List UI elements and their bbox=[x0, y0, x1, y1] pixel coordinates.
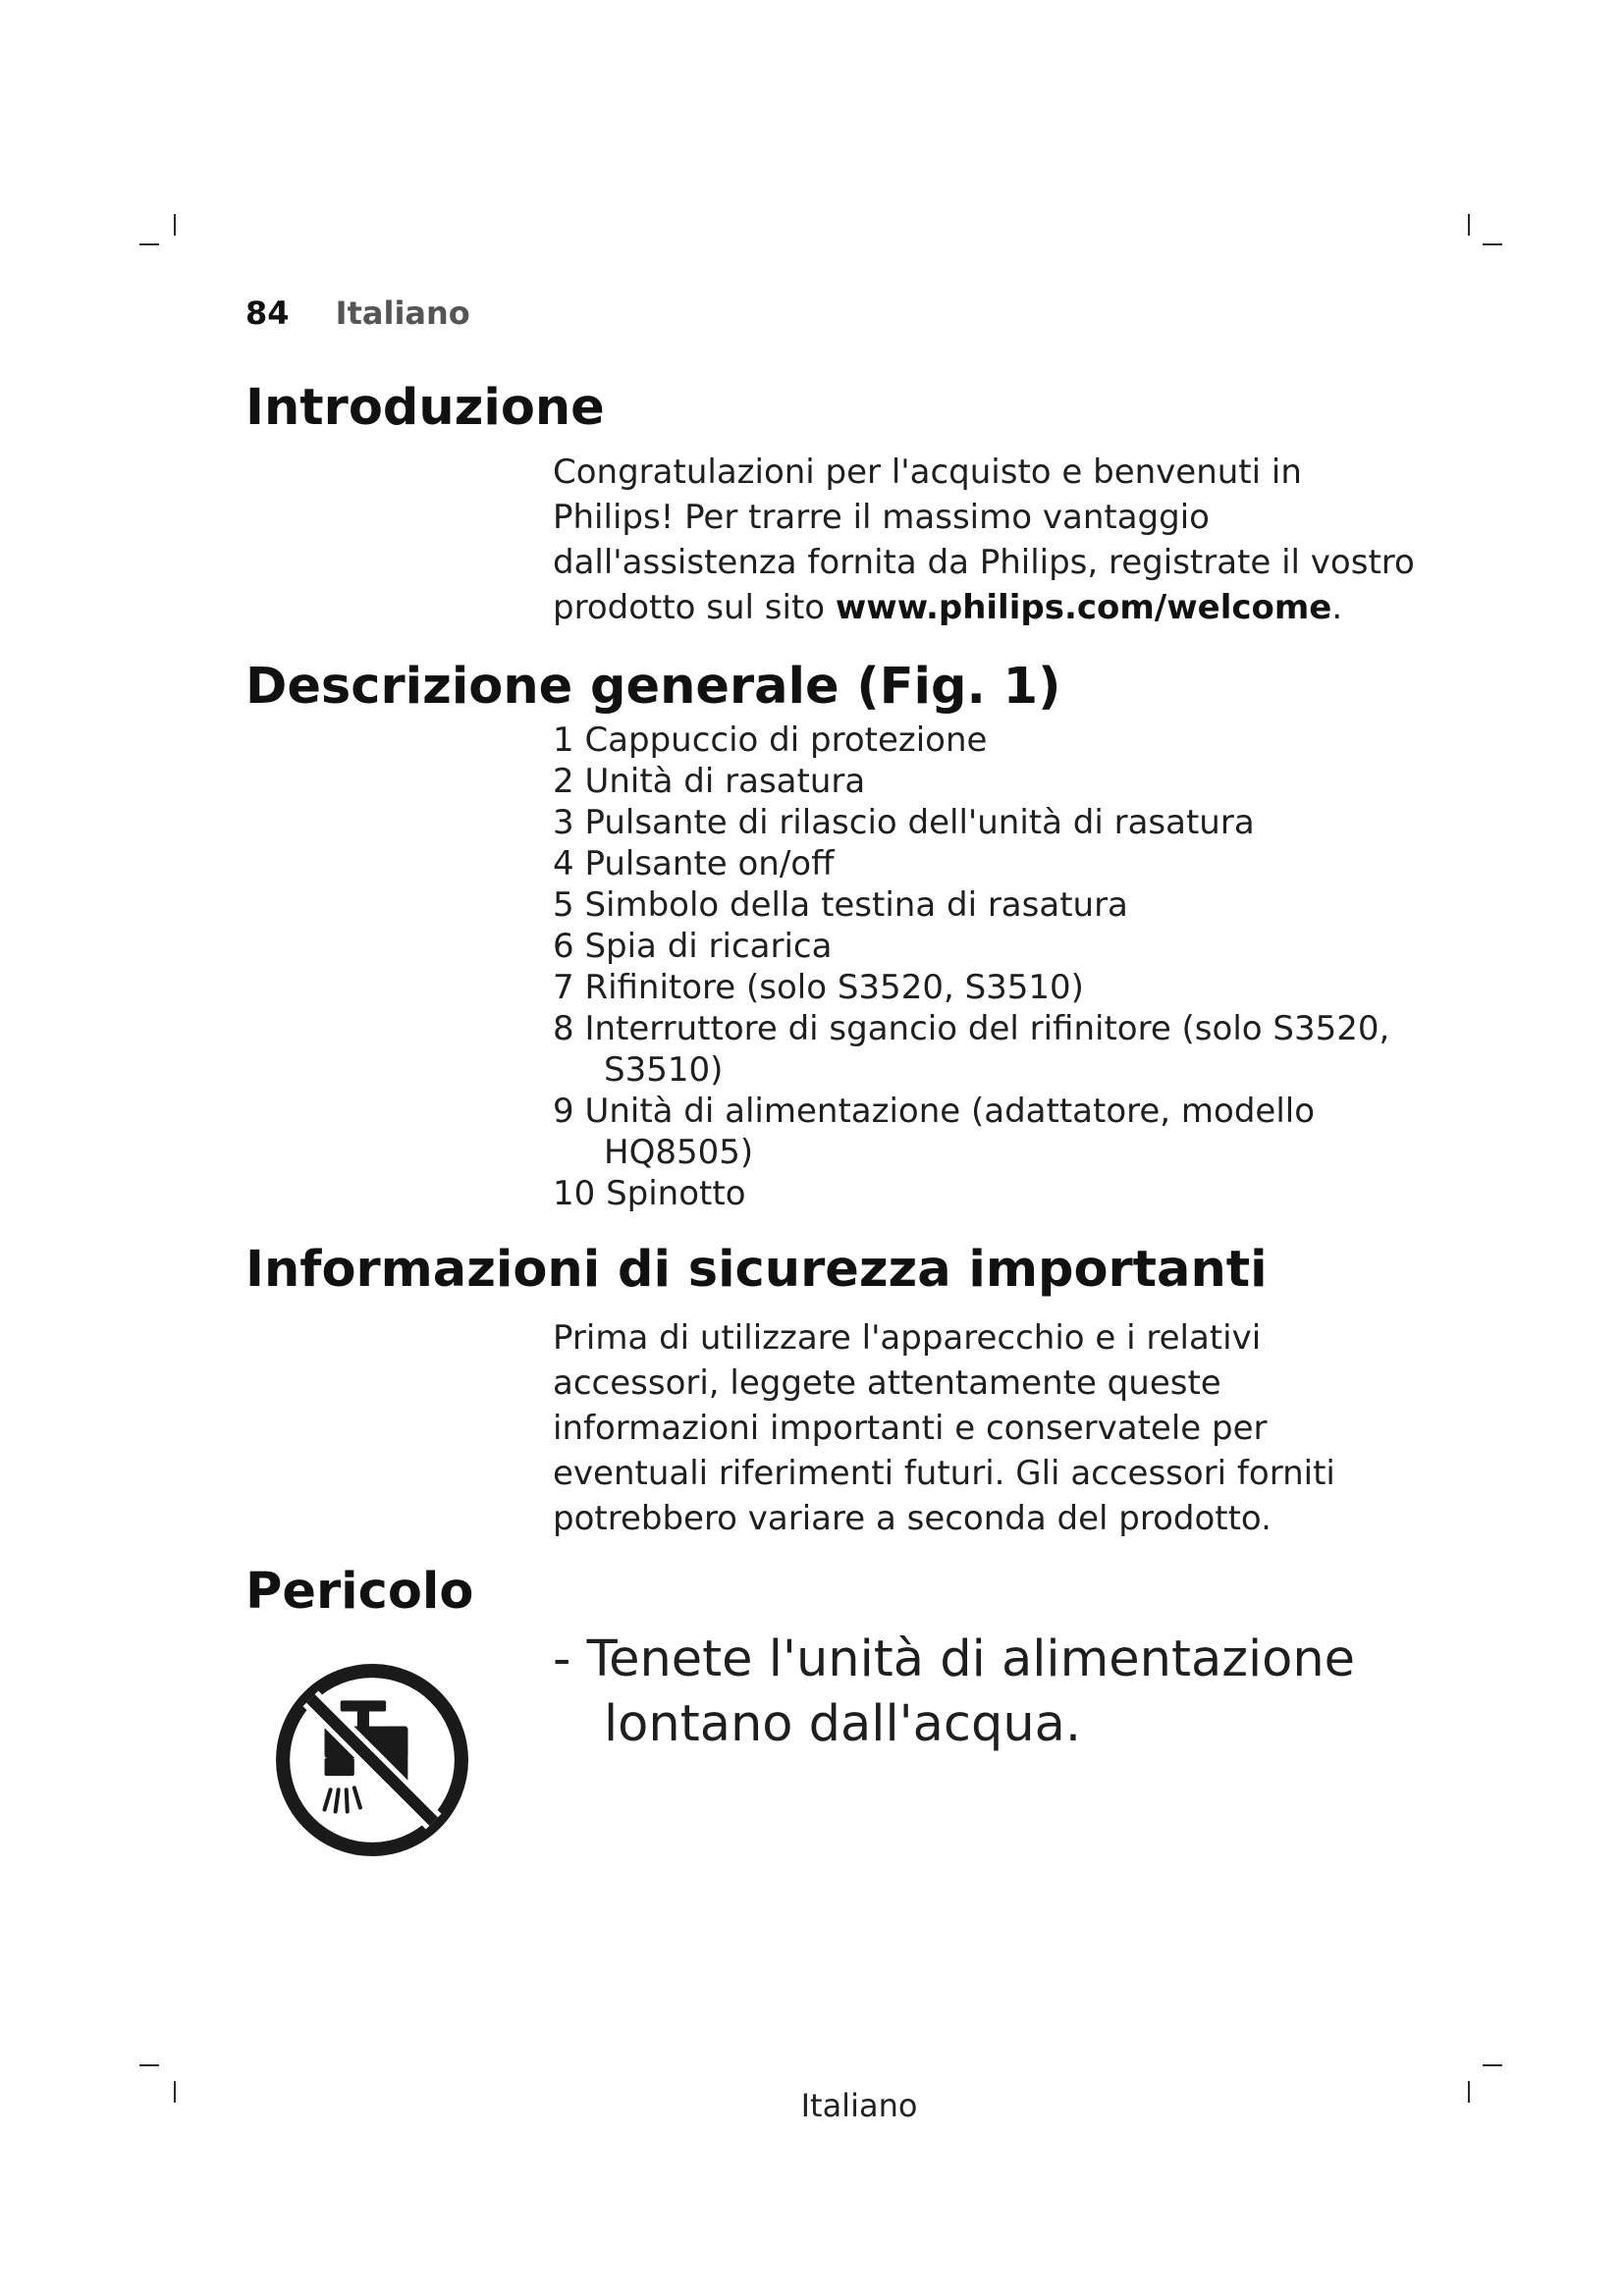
intro-line: Philips! Per trarre il massimo vantaggio bbox=[553, 498, 1210, 537]
header-language: Italiano bbox=[335, 294, 470, 332]
list-item: 7 Rifinitore (solo S3520, S3510) bbox=[553, 968, 1084, 1007]
list-item: 9 Unità di alimentazione (adattatore, modello bbox=[553, 1092, 1316, 1131]
safety-text bbox=[553, 1315, 1436, 1541]
list-item: 1 Cappuccio di protezione bbox=[553, 721, 988, 760]
crop-mark-bottom-right-horizontal bbox=[1483, 2064, 1502, 2066]
list-item-continuation: S3510) bbox=[604, 1050, 724, 1090]
list-item: 6 Spia di ricarica bbox=[553, 927, 833, 966]
danger-text bbox=[553, 1628, 1515, 1757]
safety-line: potrebbero variare a seconda del prodotto. bbox=[553, 1499, 1272, 1538]
intro-heading: Introduzione bbox=[245, 379, 605, 437]
safety-heading: Informazioni di sicurezza importanti bbox=[245, 1241, 1268, 1299]
intro-line: dall'assistenza fornita da Philips, registrate il vostro bbox=[553, 543, 1415, 582]
list-item: 8 Interruttore di sgancio del rifinitore (solo S3520, bbox=[553, 1009, 1390, 1048]
danger-line: - Tenete l'unità di alimentazione bbox=[553, 1630, 1356, 1688]
crop-mark-top-left-vertical bbox=[174, 214, 176, 236]
safety-line: accessori, leggete attentamente queste bbox=[553, 1363, 1221, 1403]
crop-mark-bottom-left-horizontal bbox=[139, 2064, 159, 2066]
page-number: 84 bbox=[245, 294, 290, 332]
list-item: 5 Simbolo della testina di rasatura bbox=[553, 885, 1128, 925]
list-item: 3 Pulsante di rilascio dell'unità di rasatura bbox=[553, 803, 1255, 842]
no-water-tap-icon bbox=[273, 1661, 471, 1859]
intro-last-line bbox=[553, 585, 1436, 630]
crop-mark-top-right-horizontal bbox=[1483, 243, 1502, 245]
intro-line: Congratulazioni per l'acquisto e benvenuti in bbox=[553, 453, 1302, 492]
page-header bbox=[245, 294, 470, 332]
danger-heading: Pericolo bbox=[245, 1563, 474, 1621]
danger-line-continuation: lontano dall'acqua. bbox=[604, 1695, 1082, 1753]
welcome-link[interactable]: www.philips.com/welcome bbox=[835, 588, 1332, 627]
crop-mark-top-right-vertical bbox=[1468, 214, 1470, 236]
safety-line: Prima di utilizzare l'apparecchio e i relativi bbox=[553, 1318, 1262, 1358]
crop-mark-top-left-horizontal bbox=[139, 243, 159, 245]
intro-line-suffix: . bbox=[1331, 588, 1343, 627]
list-item: 10 Spinotto bbox=[553, 1174, 746, 1213]
safety-line: eventuali riferimenti futuri. Gli accessori forniti bbox=[553, 1454, 1335, 1493]
list-item-continuation: HQ8505) bbox=[604, 1133, 754, 1172]
safety-line: informazioni importanti e conservatele per bbox=[553, 1409, 1268, 1448]
overview-heading: Descrizione generale (Fig. 1) bbox=[245, 658, 1061, 716]
intro-line-prefix: prodotto sul sito bbox=[553, 588, 836, 627]
intro-text bbox=[553, 450, 1436, 630]
list-item: 2 Unità di rasatura bbox=[553, 762, 866, 801]
parts-list bbox=[553, 720, 1436, 1214]
list-item: 4 Pulsante on/off bbox=[553, 844, 835, 883]
page-footer: Italiano bbox=[800, 2087, 918, 2124]
